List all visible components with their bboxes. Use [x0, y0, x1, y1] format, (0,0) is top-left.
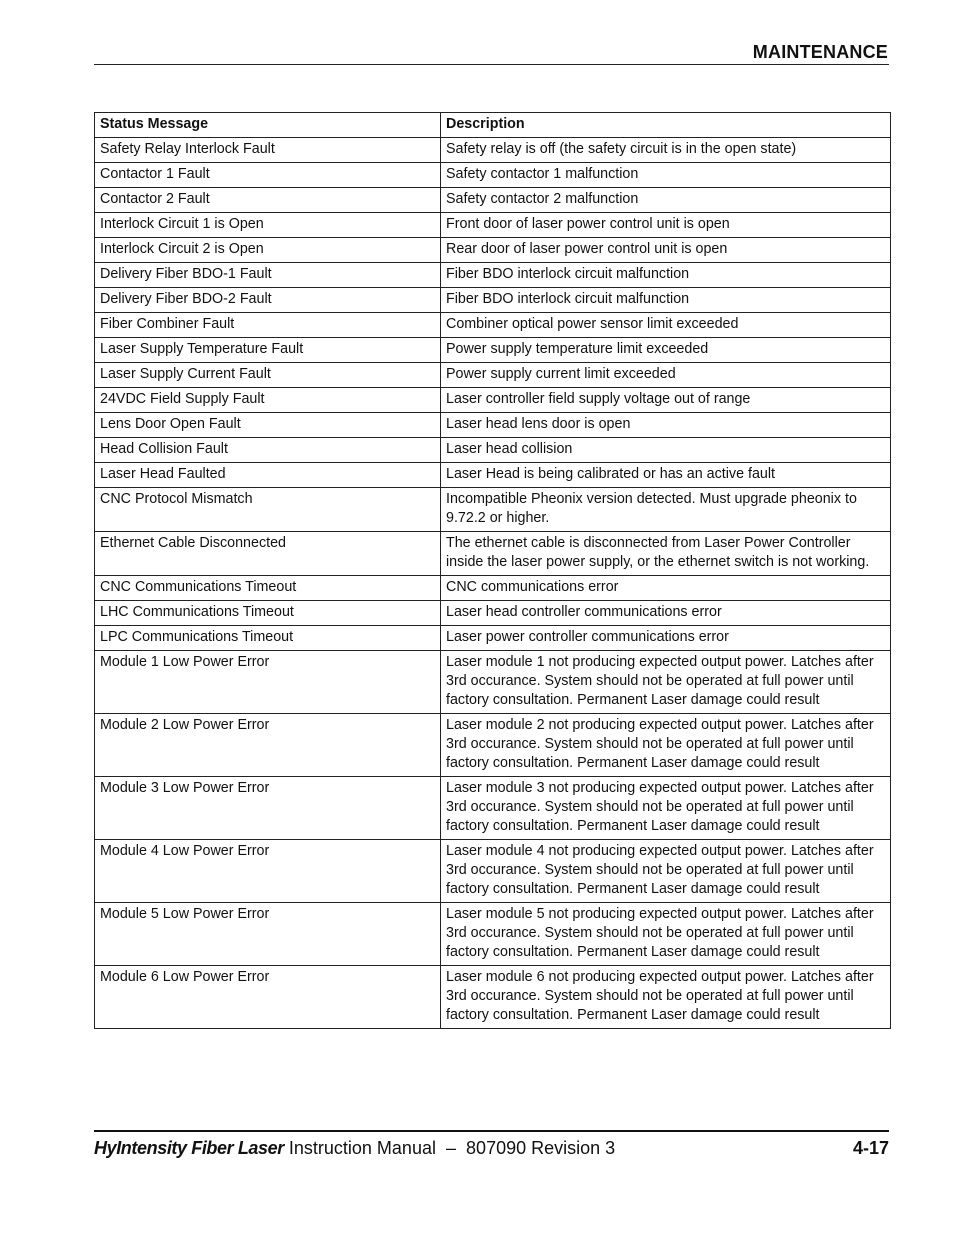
status-message-cell: Lens Door Open Fault	[95, 413, 441, 438]
table-row	[95, 651, 891, 714]
table-row	[95, 601, 891, 626]
status-message-cell: Interlock Circuit 2 is Open	[95, 238, 441, 263]
description-cell: Laser module 1 not producing expected output power. Latches after 3rd occurance. System should not be operated at full power until factory consultation. Permanent Laser damage could result	[441, 651, 891, 714]
footer-separator: –	[446, 1138, 457, 1158]
description-cell: Laser head lens door is open	[441, 413, 891, 438]
status-message-cell: Contactor 1 Fault	[95, 163, 441, 188]
table-row	[95, 777, 891, 840]
table-row	[95, 263, 891, 288]
table-row	[95, 413, 891, 438]
status-message-cell: Contactor 2 Fault	[95, 188, 441, 213]
description-cell: Fiber BDO interlock circuit malfunction	[441, 263, 891, 288]
status-message-cell: Delivery Fiber BDO-1 Fault	[95, 263, 441, 288]
table-row	[95, 188, 891, 213]
description-cell: Safety contactor 2 malfunction	[441, 188, 891, 213]
status-message-cell: Module 4 Low Power Error	[95, 840, 441, 903]
table-row	[95, 714, 891, 777]
product-name: HyIntensity Fiber Laser	[94, 1138, 284, 1158]
column-header-status-message: Status Message	[95, 113, 441, 138]
status-message-cell: LHC Communications Timeout	[95, 601, 441, 626]
description-cell: Safety contactor 1 malfunction	[441, 163, 891, 188]
table-row	[95, 438, 891, 463]
description-cell: Laser module 2 not producing expected output power. Latches after 3rd occurance. System should not be operated at full power until factory consultation. Permanent Laser damage could result	[441, 714, 891, 777]
description-cell: Power supply temperature limit exceeded	[441, 338, 891, 363]
status-message-cell: CNC Protocol Mismatch	[95, 488, 441, 532]
table-row	[95, 488, 891, 532]
page-footer	[94, 1138, 889, 1159]
description-cell: Laser controller field supply voltage out of range	[441, 388, 891, 413]
description-cell: Laser module 6 not producing expected output power. Latches after 3rd occurance. System should not be operated at full power until factory consultation. Permanent Laser damage could result	[441, 966, 891, 1029]
description-cell: Laser module 4 not producing expected output power. Latches after 3rd occurance. System should not be operated at full power until factory consultation. Permanent Laser damage could result	[441, 840, 891, 903]
table-header-row	[95, 113, 891, 138]
table-row	[95, 138, 891, 163]
table-row	[95, 626, 891, 651]
manual-title: Instruction Manual	[288, 1138, 436, 1158]
status-message-cell: Fiber Combiner Fault	[95, 313, 441, 338]
description-cell: Fiber BDO interlock circuit malfunction	[441, 288, 891, 313]
table-row	[95, 463, 891, 488]
description-cell: Laser head controller communications error	[441, 601, 891, 626]
column-header-description: Description	[441, 113, 891, 138]
description-cell: Power supply current limit exceeded	[441, 363, 891, 388]
table-row	[95, 840, 891, 903]
section-title: MAINTENANCE	[752, 42, 888, 62]
description-cell: Incompatible Pheonix version detected. Must upgrade pheonix to 9.72.2 or higher.	[441, 488, 891, 532]
status-message-cell: Module 3 Low Power Error	[95, 777, 441, 840]
description-cell: Front door of laser power control unit is open	[441, 213, 891, 238]
description-cell: The ethernet cable is disconnected from Laser Power Controller inside the laser power supply, or the ethernet switch is not working.	[441, 532, 891, 576]
table-row	[95, 338, 891, 363]
page-number: 4-17	[852, 1138, 889, 1158]
table-row	[95, 163, 891, 188]
status-message-table	[94, 112, 891, 1029]
status-message-cell: LPC Communications Timeout	[95, 626, 441, 651]
table-row	[95, 238, 891, 263]
description-cell: Laser module 5 not producing expected output power. Latches after 3rd occurance. System should not be operated at full power until factory consultation. Permanent Laser damage could result	[441, 903, 891, 966]
description-cell: Rear door of laser power control unit is open	[441, 238, 891, 263]
footer-divider	[94, 1130, 889, 1132]
status-message-cell: Module 1 Low Power Error	[95, 651, 441, 714]
table-row	[95, 903, 891, 966]
status-message-cell: Delivery Fiber BDO-2 Fault	[95, 288, 441, 313]
status-message-cell: Module 2 Low Power Error	[95, 714, 441, 777]
table-row	[95, 213, 891, 238]
status-message-cell: Ethernet Cable Disconnected	[95, 532, 441, 576]
table-row	[95, 532, 891, 576]
status-message-cell: Interlock Circuit 1 is Open	[95, 213, 441, 238]
description-cell: Laser module 3 not producing expected output power. Latches after 3rd occurance. System should not be operated at full power until factory consultation. Permanent Laser damage could result	[441, 777, 891, 840]
table-body	[95, 138, 891, 1029]
header-divider	[94, 64, 889, 65]
status-message-cell: Laser Supply Current Fault	[95, 363, 441, 388]
document-number: 807090 Revision 3	[466, 1138, 616, 1158]
table-row	[95, 363, 891, 388]
status-message-cell: Laser Head Faulted	[95, 463, 441, 488]
table-row	[95, 288, 891, 313]
description-cell: Laser power controller communications error	[441, 626, 891, 651]
description-cell: Combiner optical power sensor limit exceeded	[441, 313, 891, 338]
table-row	[95, 966, 891, 1029]
status-message-cell: Head Collision Fault	[95, 438, 441, 463]
table-row	[95, 576, 891, 601]
table-row	[95, 388, 891, 413]
status-message-cell: 24VDC Field Supply Fault	[95, 388, 441, 413]
description-cell: Laser head collision	[441, 438, 891, 463]
description-cell: Safety relay is off (the safety circuit is in the open state)	[441, 138, 891, 163]
table-row	[95, 313, 891, 338]
description-cell: Laser Head is being calibrated or has an active fault	[441, 463, 891, 488]
status-message-cell: Laser Supply Temperature Fault	[95, 338, 441, 363]
description-cell: CNC communications error	[441, 576, 891, 601]
status-message-cell: Safety Relay Interlock Fault	[95, 138, 441, 163]
status-message-cell: Module 6 Low Power Error	[95, 966, 441, 1029]
status-message-cell: Module 5 Low Power Error	[95, 903, 441, 966]
status-message-cell: CNC Communications Timeout	[95, 576, 441, 601]
